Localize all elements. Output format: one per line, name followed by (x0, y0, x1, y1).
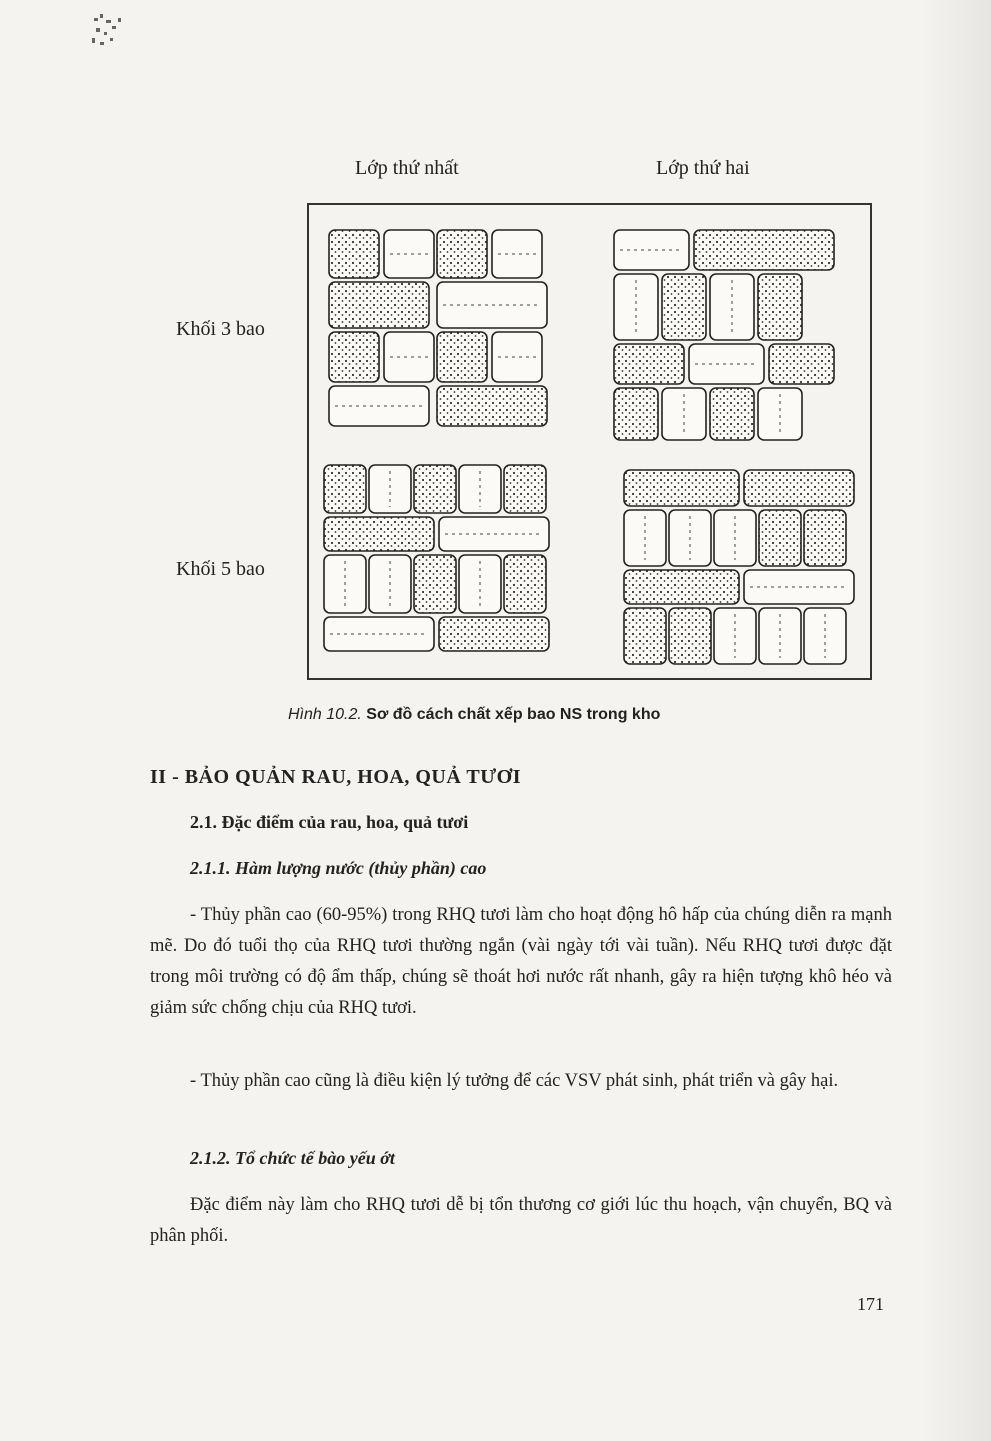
bag (324, 465, 366, 513)
bag-stacking-diagram (307, 203, 872, 680)
bag (614, 344, 684, 384)
bag (324, 517, 434, 551)
page-edge-shadow (921, 0, 991, 1441)
bag-stacking-drawing (309, 205, 870, 678)
layer-2-label: Lớp thứ hai (656, 157, 750, 179)
subsubsection-heading-1: 2.1.1. Hàm lượng nước (thủy phần) cao (190, 858, 487, 878)
bag (669, 608, 711, 664)
bag (624, 570, 739, 604)
bag (744, 470, 854, 506)
bag (759, 510, 801, 566)
bag (439, 617, 549, 651)
paragraph-3 (150, 1190, 892, 1252)
figure-number: Hình 10.2. (288, 706, 362, 723)
bag (769, 344, 834, 384)
corner-stamp-mark (86, 8, 138, 56)
bag (804, 510, 846, 566)
bag (437, 230, 487, 278)
bag (614, 388, 658, 440)
bag (414, 465, 456, 513)
bag (329, 230, 379, 278)
bag (437, 332, 487, 382)
page-number: 171 (857, 1294, 884, 1314)
block-3-bags-label: Khối 3 bao (176, 318, 265, 340)
bag (758, 274, 802, 340)
figure-caption-text: Sơ đồ cách chất xếp bao NS trong kho (366, 706, 661, 723)
block-5-bags-label: Khối 5 bao (176, 558, 265, 580)
paragraph-3-text: Đặc điểm này làm cho RHQ tươi dễ bị tổn thương cơ giới lúc thu hoạch, vận chuyển, BQ và phân phối. (150, 1195, 892, 1246)
bag (329, 332, 379, 382)
bag (504, 555, 546, 613)
paragraph-2 (150, 1066, 892, 1097)
bag (662, 274, 706, 340)
bag (624, 608, 666, 664)
bag (414, 555, 456, 613)
bag (624, 470, 739, 506)
subsubsection-heading-2: 2.1.2. Tổ chức tế bào yếu ớt (190, 1148, 395, 1168)
bag (437, 386, 547, 426)
paragraph-1-text: - Thủy phần cao (60-95%) trong RHQ tươi làm cho hoạt động hô hấp của chúng diễn ra mạnh mẽ. Do đó tuổi thọ của RHQ tươi thường ngắn (vài ngày tới vài tuần). Nếu RHQ tươi được đặt trong môi trường có độ ẩm thấp, chúng sẽ thoát hơi nước rất nhanh, gây ra hiện tượng khô héo và giảm sức chống chịu của RHQ tươi. (150, 905, 892, 1018)
subsection-heading: 2.1. Đặc điểm của rau, hoa, quả tươi (190, 812, 469, 832)
bag (710, 388, 754, 440)
paragraph-1 (150, 900, 892, 1024)
paragraph-2-text: - Thủy phần cao cũng là điều kiện lý tưởng để các VSV phát sinh, phát triển và gây hại. (190, 1071, 839, 1091)
bag (329, 282, 429, 328)
layer-1-label: Lớp thứ nhất (355, 157, 459, 179)
bag (504, 465, 546, 513)
bleed-through-text (160, 135, 900, 161)
figure-caption (288, 706, 660, 724)
section-title: II - BẢO QUẢN RAU, HOA, QUẢ TƯƠI (150, 766, 522, 788)
bag (694, 230, 834, 270)
